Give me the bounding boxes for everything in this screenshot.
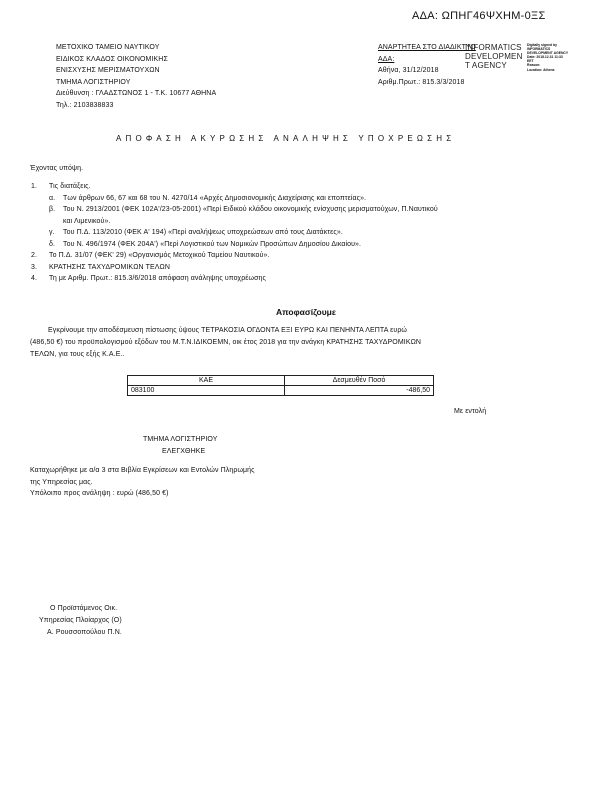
posting-block [378,42,476,88]
logo-line: INFORMATICS [465,43,522,52]
decision-line: ΤΕΛΩΝ, για τους εξής Κ.Α.Ε.. [30,351,125,358]
posting-protocol: Αριθμ.Πρωτ.: 815.3/3/2018 [378,78,465,86]
table-header-row [128,376,434,386]
issuer-line: ΕΝΙΣΧΥΣΗΣ ΜΕΡΙΣΜΑΤΟΥΧΩΝ [56,67,160,74]
dept-checked: ΕΛΕΓΧΘΗΚΕ [162,448,206,455]
table-header-kae: ΚΑΕ [128,376,285,386]
issuer-address: Διεύθυνση : ΓΛΑΔΣΤΩΝΟΣ 1 - Τ.Κ. 10677 ΑΘΗΝΑ [56,90,217,97]
sig-detail-line: Date: 2018.12.31 11:33 [527,55,563,60]
issuer-line: ΜΕΤΟΧΙΚΟ ΤΑΜΕΙΟ ΝΑΥΤΙΚΟΥ [56,44,160,51]
ada-code: ΑΔΑ: ΩΠΗΓ46ΨΧΗΜ-0ΞΣ [412,10,546,22]
signature-details [527,43,568,72]
signatory-title: Ο Προϊστάμενος Οικ. [50,605,118,612]
sig-detail-line: Digitally signed by [527,43,557,47]
signatory-rank: Υπηρεσίας Πλοίαρχος (Ο) [39,617,122,624]
sig-detail-line: EET [527,59,534,64]
document-title: ΑΠΟΦΑΣΗ ΑΚΥΡΩΣΗΣ ΑΝΑΛΗΨΗΣ ΥΠΟΧΡΕΩΣΗΣ [116,134,456,143]
posting-label: ΑΝΑΡΤΗΤΕΑ ΣΤΟ ΔΙΑΔΙΚΤΥΟ [378,44,476,51]
registration-line: της Υπηρεσίας μας. [30,478,93,486]
issuer-line: ΤΜΗΜΑ ΛΟΓΙΣΤΗΡΙΟΥ [56,78,131,86]
table-row [128,386,434,396]
sig-detail-line: Reason: [527,63,541,68]
issuer-line: ΕΙΔΙΚΟΣ ΚΛΑΔΟΣ ΟΙΚΟΝΟΜΙΚΗΣ [56,55,168,63]
logo-line: DEVELOPMEN [465,52,523,61]
signature-logo [465,43,523,70]
issuer-phone: Τηλ.: 2103838833 [56,101,114,109]
registration-line: Υπόλοιπο προς ανάληψη : ευρώ (486,50 €) [30,490,169,497]
table-cell-kae: 083100 [128,386,285,396]
posting-date: Αθήνα, 31/12/2018 [378,67,439,74]
table-header-amount: Δεσμευθέν Ποσό [285,376,434,386]
table-cell-amount: -486,50 [285,386,434,396]
posting-ada-label: ΑΔΑ: [378,55,395,63]
intro-text: Έχοντας υπόψη. [30,165,84,172]
decision-line: (486,50 €) του προϋπολογισμού εξόδων του Μ.Τ.Ν.ΙΔΙΚΟΕΜΝ, οικ έτος 2018 για την ανάγκη ΚΡΑΤΗΣΗΣ ΤΑΧΥΔΡΟΜΙΚΩΝ [30,339,422,346]
sig-detail-line: Location: Athens [527,67,555,72]
registration-line: Καταχωρήθηκε με α/α 3 στα Βιβλία Εγκρίσεων και Εντολών Πληρωμής [30,467,255,474]
kae-table [127,375,434,396]
decision-heading: Αποφασίζουμε [276,307,336,317]
decision-line: Εγκρίνουμε την αποδέσμευση πίστωσης ύψους ΤΕΤΡΑΚΟΣΙΑ ΟΓΔΟΝΤΑ ΕΞΙ ΕΥΡΩ ΚΑΙ ΠΕΝΗΝΤΑ ΛΕΠΤΑ ευρώ [48,327,407,334]
logo-line: T AGENCY [465,61,507,70]
sig-detail-line: INFORMATICS [527,47,551,52]
registration-block [30,465,255,500]
sig-detail-line: DEVELOPMENT AGENCY [527,51,569,56]
dept-name: ΤΜΗΜΑ ΛΟΓΙΣΤΗΡΙΟΥ [143,436,218,443]
signatory-name: Α. Ρουσσοπούλου Π.Ν. [47,629,122,636]
issuer-block [56,42,216,111]
by-order-text: Με εντολή [454,408,487,415]
